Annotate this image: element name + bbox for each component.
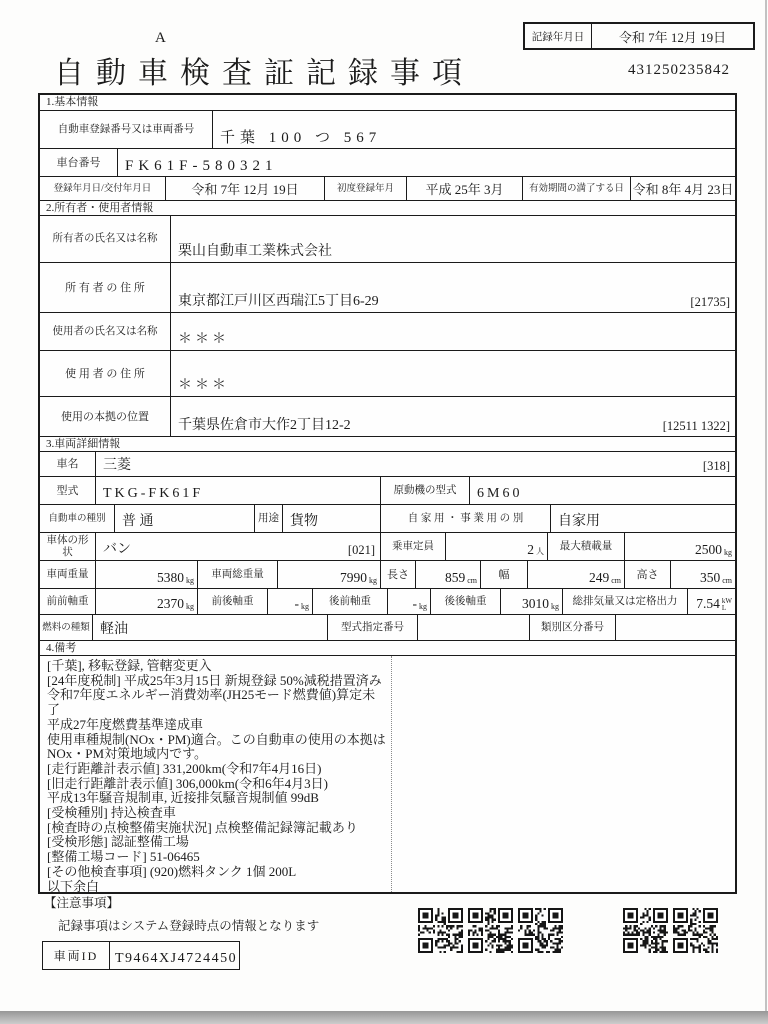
category-label: 自動車の種別 — [48, 513, 106, 524]
body-shape-label: 車体の形状 — [46, 534, 89, 558]
record-date-value: 令和 7年 12月 19日 — [618, 29, 727, 45]
vehicle-id-value: T9464XJ4724450 — [115, 951, 238, 966]
car-name-row — [40, 451, 735, 476]
owner-name-value: 栗山自動車工業株式会社 — [170, 216, 735, 262]
height-cell — [670, 561, 735, 588]
remark-line: [整備工場コード] 51-06465 — [47, 849, 200, 865]
scan-bottom-artifact — [0, 1011, 768, 1024]
body-shape-row — [40, 532, 735, 560]
displacement-unit — [722, 598, 732, 612]
category-row — [40, 504, 735, 532]
rear-front-axle-unit: kg — [419, 602, 427, 611]
category-value: 普 通 — [114, 505, 254, 532]
fuel-row — [40, 614, 735, 640]
axle-weights-row — [40, 588, 735, 614]
height-unit: cm — [722, 576, 732, 585]
model-row — [40, 476, 735, 504]
serial-number: 431250235842 — [628, 62, 730, 78]
engine-model-value: 6M60 — [469, 477, 735, 504]
remark-line: 平成27年度燃費基準達成車 — [47, 716, 204, 732]
section-heading-basic: 1.基本情報 — [46, 96, 99, 108]
owner-name-label: 所有者の氏名又は名称 — [52, 233, 158, 244]
front-front-axle-cell — [95, 589, 197, 614]
displacement-unit-top: kW — [721, 597, 732, 605]
remark-line: 以下余白 — [47, 878, 100, 894]
base-location-label: 使用の本拠の位置 — [61, 410, 149, 423]
engine-model-label: 原動機の型式 — [380, 477, 469, 504]
qr-code — [673, 908, 718, 953]
vehicle-weight-label: 車両重量 — [46, 568, 89, 580]
capacity-cell — [445, 533, 547, 560]
remark-line: [受検種別] 持込検査車 — [47, 805, 176, 821]
capacity-value: 2 — [527, 542, 534, 557]
remark-line: [受検形態] 認証整備工場 — [47, 834, 189, 850]
remark-line: 令和7年度エネルギー消費効率(JH25モード燃費値)算定未了 — [47, 687, 376, 718]
body-shape-cell — [95, 533, 380, 560]
model-label: 型式 — [56, 484, 79, 497]
registration-date-label: 登録年月日/交付年月日 — [53, 183, 152, 194]
remark-line: [走行距離計表示値] 331,200km(令和7年4月16日) — [47, 760, 322, 776]
user-address-row — [40, 350, 735, 396]
remark-line: [検査時の点検整備実施状況] 点検整備記録簿記載あり — [47, 819, 358, 835]
user-name-row — [40, 312, 735, 350]
owner-address-value: 東京都江戸川区西瑞江5丁目6-29 — [178, 294, 379, 309]
page-corner-mark: A — [155, 30, 166, 46]
registration-number-row — [40, 110, 735, 148]
private-business-value: 自家用 — [550, 505, 735, 532]
qr-code — [518, 908, 563, 953]
qr-code — [418, 908, 463, 953]
width-value: 249 — [588, 570, 610, 585]
registration-date-value: 令和 7年 12月 19日 — [165, 177, 324, 200]
expiry-date-value: 令和 8年 4月 23日 — [630, 177, 735, 200]
chassis-number-row — [40, 148, 735, 176]
remark-line: [旧走行距離計表示値] 306,000km(令和6年4月3日) — [47, 775, 328, 791]
max-load-value: 2500 — [695, 542, 722, 557]
gross-weight-value: 7990 — [340, 570, 367, 585]
front-front-axle-unit: kg — [186, 602, 194, 611]
front-front-axle-label: 前前軸重 — [46, 595, 89, 607]
page-title: 自動車検査証記録事項 — [54, 57, 474, 90]
rear-rear-axle-value: 3010 — [522, 596, 549, 611]
notice-heading: 【注意事項】 — [44, 896, 120, 910]
chassis-number-label: 車台番号 — [56, 156, 101, 169]
user-address-value: ＊＊＊ — [170, 351, 735, 396]
length-value: 859 — [444, 570, 466, 585]
type-designation-value — [417, 615, 529, 640]
section-heading-remarks: 4.備考 — [40, 640, 735, 655]
remark-line: [千葉], 移転登録, 管轄変更入 — [47, 658, 212, 673]
width-unit: cm — [611, 576, 621, 585]
scan-edge-artifact — [765, 0, 767, 1024]
displacement-label: 総排気量又は定格出力 — [562, 589, 687, 614]
first-registration-value: 平成 25年 3月 — [406, 177, 522, 200]
use-value: 貨物 — [282, 505, 380, 532]
model-value: TKG-FK61F — [95, 477, 380, 504]
section-heading-owner-user: 2.所有者・使用者情報 — [40, 200, 735, 215]
rear-rear-axle-unit: kg — [551, 602, 559, 611]
weights-row — [40, 560, 735, 588]
remark-line: [その他検査事項] (920)燃料タンク 1個 200L — [47, 863, 297, 879]
owner-address-row — [40, 262, 735, 312]
front-front-axle-value: 2370 — [157, 596, 184, 611]
record-date-label: 記録年月日 — [525, 24, 592, 48]
remark-line: [24年度税制] 平成25年3月15日 新規登録 50%減税措置済み — [47, 672, 382, 688]
rear-front-axle-cell — [387, 589, 430, 614]
notice-text: 記録事項はシステム登録時点の情報となります — [58, 919, 320, 933]
displacement-unit-bottom: L — [721, 604, 727, 612]
classification-value — [615, 615, 735, 640]
registration-number-value: 千葉 100 つ 567 — [212, 111, 735, 148]
qr-code — [468, 908, 513, 953]
chassis-number-value: FK61F-580321 — [117, 149, 735, 176]
remarks-row — [40, 655, 735, 892]
section-heading-vehicle: 3.車両詳細情報 — [40, 436, 735, 451]
front-rear-axle-label: 前後軸重 — [197, 589, 267, 614]
owner-address-code: [21735] — [690, 295, 730, 309]
max-load-cell — [624, 533, 735, 560]
car-name-value: 三菱 — [103, 458, 131, 473]
dates-row — [40, 176, 735, 200]
rear-rear-axle-label: 後後軸重 — [430, 589, 500, 614]
type-designation-label: 型式指定番号 — [327, 615, 417, 640]
rear-rear-axle-cell — [500, 589, 562, 614]
owner-address-cell — [170, 263, 735, 312]
qr-code — [623, 908, 668, 953]
displacement-cell — [687, 589, 735, 614]
base-location-row — [40, 396, 735, 436]
length-cell — [415, 561, 480, 588]
capacity-unit: 人 — [536, 547, 544, 556]
length-unit: cm — [467, 576, 477, 585]
record-date-box — [523, 22, 755, 50]
vehicle-id-box — [42, 941, 240, 970]
gross-weight-cell — [277, 561, 380, 588]
vehicle-weight-unit: kg — [186, 576, 194, 585]
remarks-text-area — [40, 656, 392, 892]
owner-name-row — [40, 215, 735, 262]
front-rear-axle-value: - — [294, 596, 299, 611]
width-label: 幅 — [480, 561, 527, 588]
max-load-label: 最大積載量 — [547, 533, 624, 560]
vehicle-id-label: 車両ID — [43, 942, 110, 969]
length-label: 長さ — [380, 561, 415, 588]
vehicle-weight-cell — [95, 561, 197, 588]
fuel-type-label: 燃料の種類 — [42, 622, 90, 633]
rear-front-axle-value: - — [412, 596, 417, 611]
remark-line: 使用車種規制(NOx・PM)適合。この自動車の使用の本拠はNOx・PM対策地域内です。 — [47, 731, 386, 762]
base-location-code: [12511 1322] — [662, 419, 730, 433]
max-load-unit: kg — [724, 548, 732, 557]
user-name-label: 使用者の氏名又は名称 — [52, 325, 158, 337]
main-table — [38, 93, 737, 894]
fuel-type-value: 軽油 — [92, 615, 327, 640]
rear-front-axle-label: 後前軸重 — [312, 589, 387, 614]
displacement-value: 7.54 — [696, 596, 720, 611]
height-value: 350 — [699, 570, 721, 585]
body-shape-value: バン — [103, 542, 131, 557]
registration-number-label: 自動車登録番号又は車両番号 — [57, 123, 195, 135]
base-location-value: 千葉県佐倉市大作2丁目12-2 — [178, 418, 351, 433]
remark-line: 平成13年騒音規制車, 近接排気騒音規制値 99dB — [47, 790, 319, 806]
car-name-code: [318] — [702, 459, 730, 473]
car-name-cell — [95, 452, 735, 476]
user-address-label: 使 用 者 の 住 所 — [65, 367, 145, 380]
capacity-label: 乗車定員 — [380, 533, 445, 560]
gross-weight-label: 車両総重量 — [197, 561, 277, 588]
private-business-label: 自 家 用 ・ 事 業 用 の 別 — [380, 505, 550, 532]
body-shape-code: [021] — [347, 543, 375, 557]
classification-label: 類別区分番号 — [529, 615, 615, 640]
gross-weight-unit: kg — [369, 576, 377, 585]
front-rear-axle-cell — [267, 589, 312, 614]
width-cell — [527, 561, 624, 588]
car-name-label: 車名 — [56, 458, 79, 470]
height-label: 高さ — [624, 561, 670, 588]
first-registration-label: 初度登録年月 — [324, 177, 406, 200]
use-label: 用途 — [254, 505, 282, 532]
base-location-cell — [170, 397, 735, 436]
remarks-empty-area — [392, 656, 735, 892]
front-rear-axle-unit: kg — [301, 602, 309, 611]
user-name-value: ＊＊＊ — [170, 313, 735, 350]
expiry-date-label: 有効期間の満了する日 — [522, 177, 630, 200]
vehicle-weight-value: 5380 — [157, 570, 184, 585]
owner-address-label: 所 有 者 の 住 所 — [65, 281, 145, 294]
